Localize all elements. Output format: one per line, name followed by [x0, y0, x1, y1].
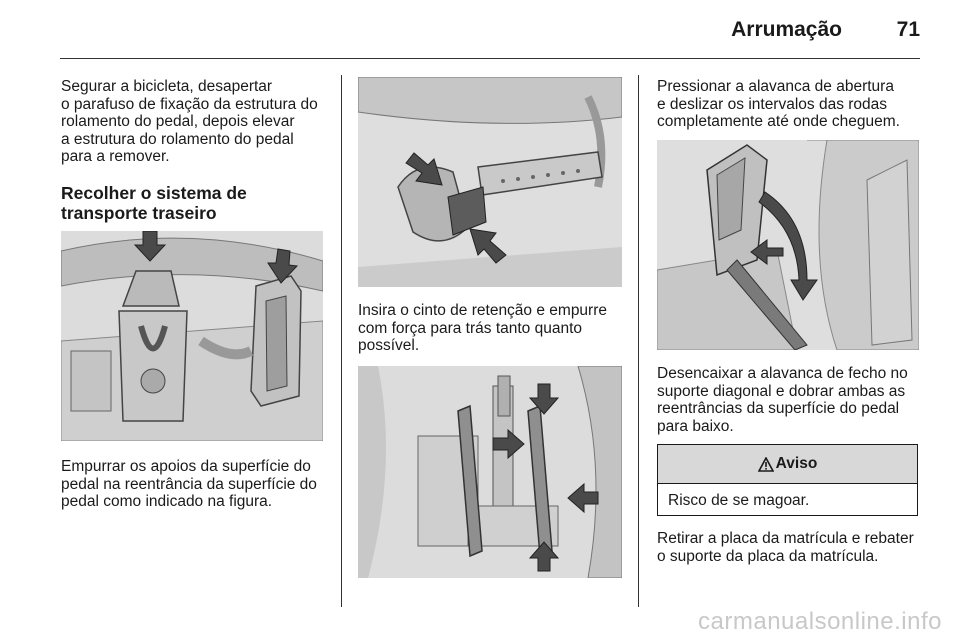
col3-instruction-paragraph	[657, 365, 922, 435]
text-line: e deslizar os intervalos das rodas	[657, 95, 888, 113]
text-line: possível.	[358, 337, 420, 354]
text-line: a estrutura do rolamento do pedal	[61, 130, 294, 148]
text-line: Retirar a placa da matrícula e rebater	[657, 530, 914, 547]
figure-pedal-supports	[61, 231, 323, 441]
text-line: pedal como indicado na figura.	[61, 493, 273, 510]
text-line: suporte diagonal e dobrar ambas as	[657, 382, 906, 400]
column-1	[61, 78, 329, 223]
text-line: com força para trás tanto quanto	[358, 319, 583, 337]
column-1-lower	[61, 458, 331, 511]
figure-release-lever	[657, 140, 919, 350]
text-line: para baixo.	[657, 417, 734, 435]
text-line: Desencaixar a alavanca de fecho no	[657, 365, 908, 382]
text-line: Pressionar a alavanca de abertura	[657, 78, 894, 95]
text-line: o parafuso de fixação da estrutura do	[61, 95, 318, 113]
text-line: Empurrar os apoios da superfície do	[61, 458, 311, 475]
warning-label: Aviso	[775, 455, 818, 472]
text-line: rolamento do pedal, depois elevar	[61, 113, 295, 130]
column-divider-2	[638, 75, 639, 607]
col1-instruction-paragraph	[61, 458, 331, 511]
text-line: o suporte da placa da matrícula.	[657, 547, 879, 565]
page-title: Arrumação	[731, 18, 842, 41]
column-3	[657, 78, 922, 131]
warning-triangle-icon	[758, 457, 774, 472]
text-line: Insira o cinto de retenção e empurre	[358, 302, 607, 319]
warning-text: Risco de se magoar.	[668, 492, 810, 509]
figure-rear-carrier-top-view	[358, 366, 622, 578]
text-line: completamente até onde cheguem.	[657, 113, 900, 130]
section-heading	[61, 183, 329, 223]
heading-line: transporte traseiro	[61, 202, 217, 223]
header-divider	[60, 58, 920, 59]
text-line: pedal na reentrância da superfície do	[61, 475, 317, 493]
col3-closing-paragraph	[657, 530, 925, 565]
column-2	[358, 302, 628, 355]
page-number: 71	[896, 18, 920, 41]
watermark: carmanualsonline.info	[698, 608, 942, 635]
column-divider-1	[341, 75, 342, 607]
text-line: para a remover.	[61, 148, 170, 165]
column-3-closing	[657, 530, 925, 565]
col1-intro-paragraph	[61, 78, 329, 166]
column-3-lower	[657, 365, 922, 435]
figure-retention-belt	[358, 77, 622, 287]
page-header	[0, 0, 960, 60]
text-line: reentrâncias da superfície do pedal	[657, 400, 900, 417]
warning-box	[657, 444, 918, 516]
text-line: Segurar a bicicleta, desapertar	[61, 78, 273, 95]
warning-header	[658, 445, 917, 484]
col2-instruction-paragraph	[358, 302, 628, 355]
col3-intro-paragraph	[657, 78, 922, 131]
heading-line: Recolher o sistema de	[61, 182, 247, 203]
